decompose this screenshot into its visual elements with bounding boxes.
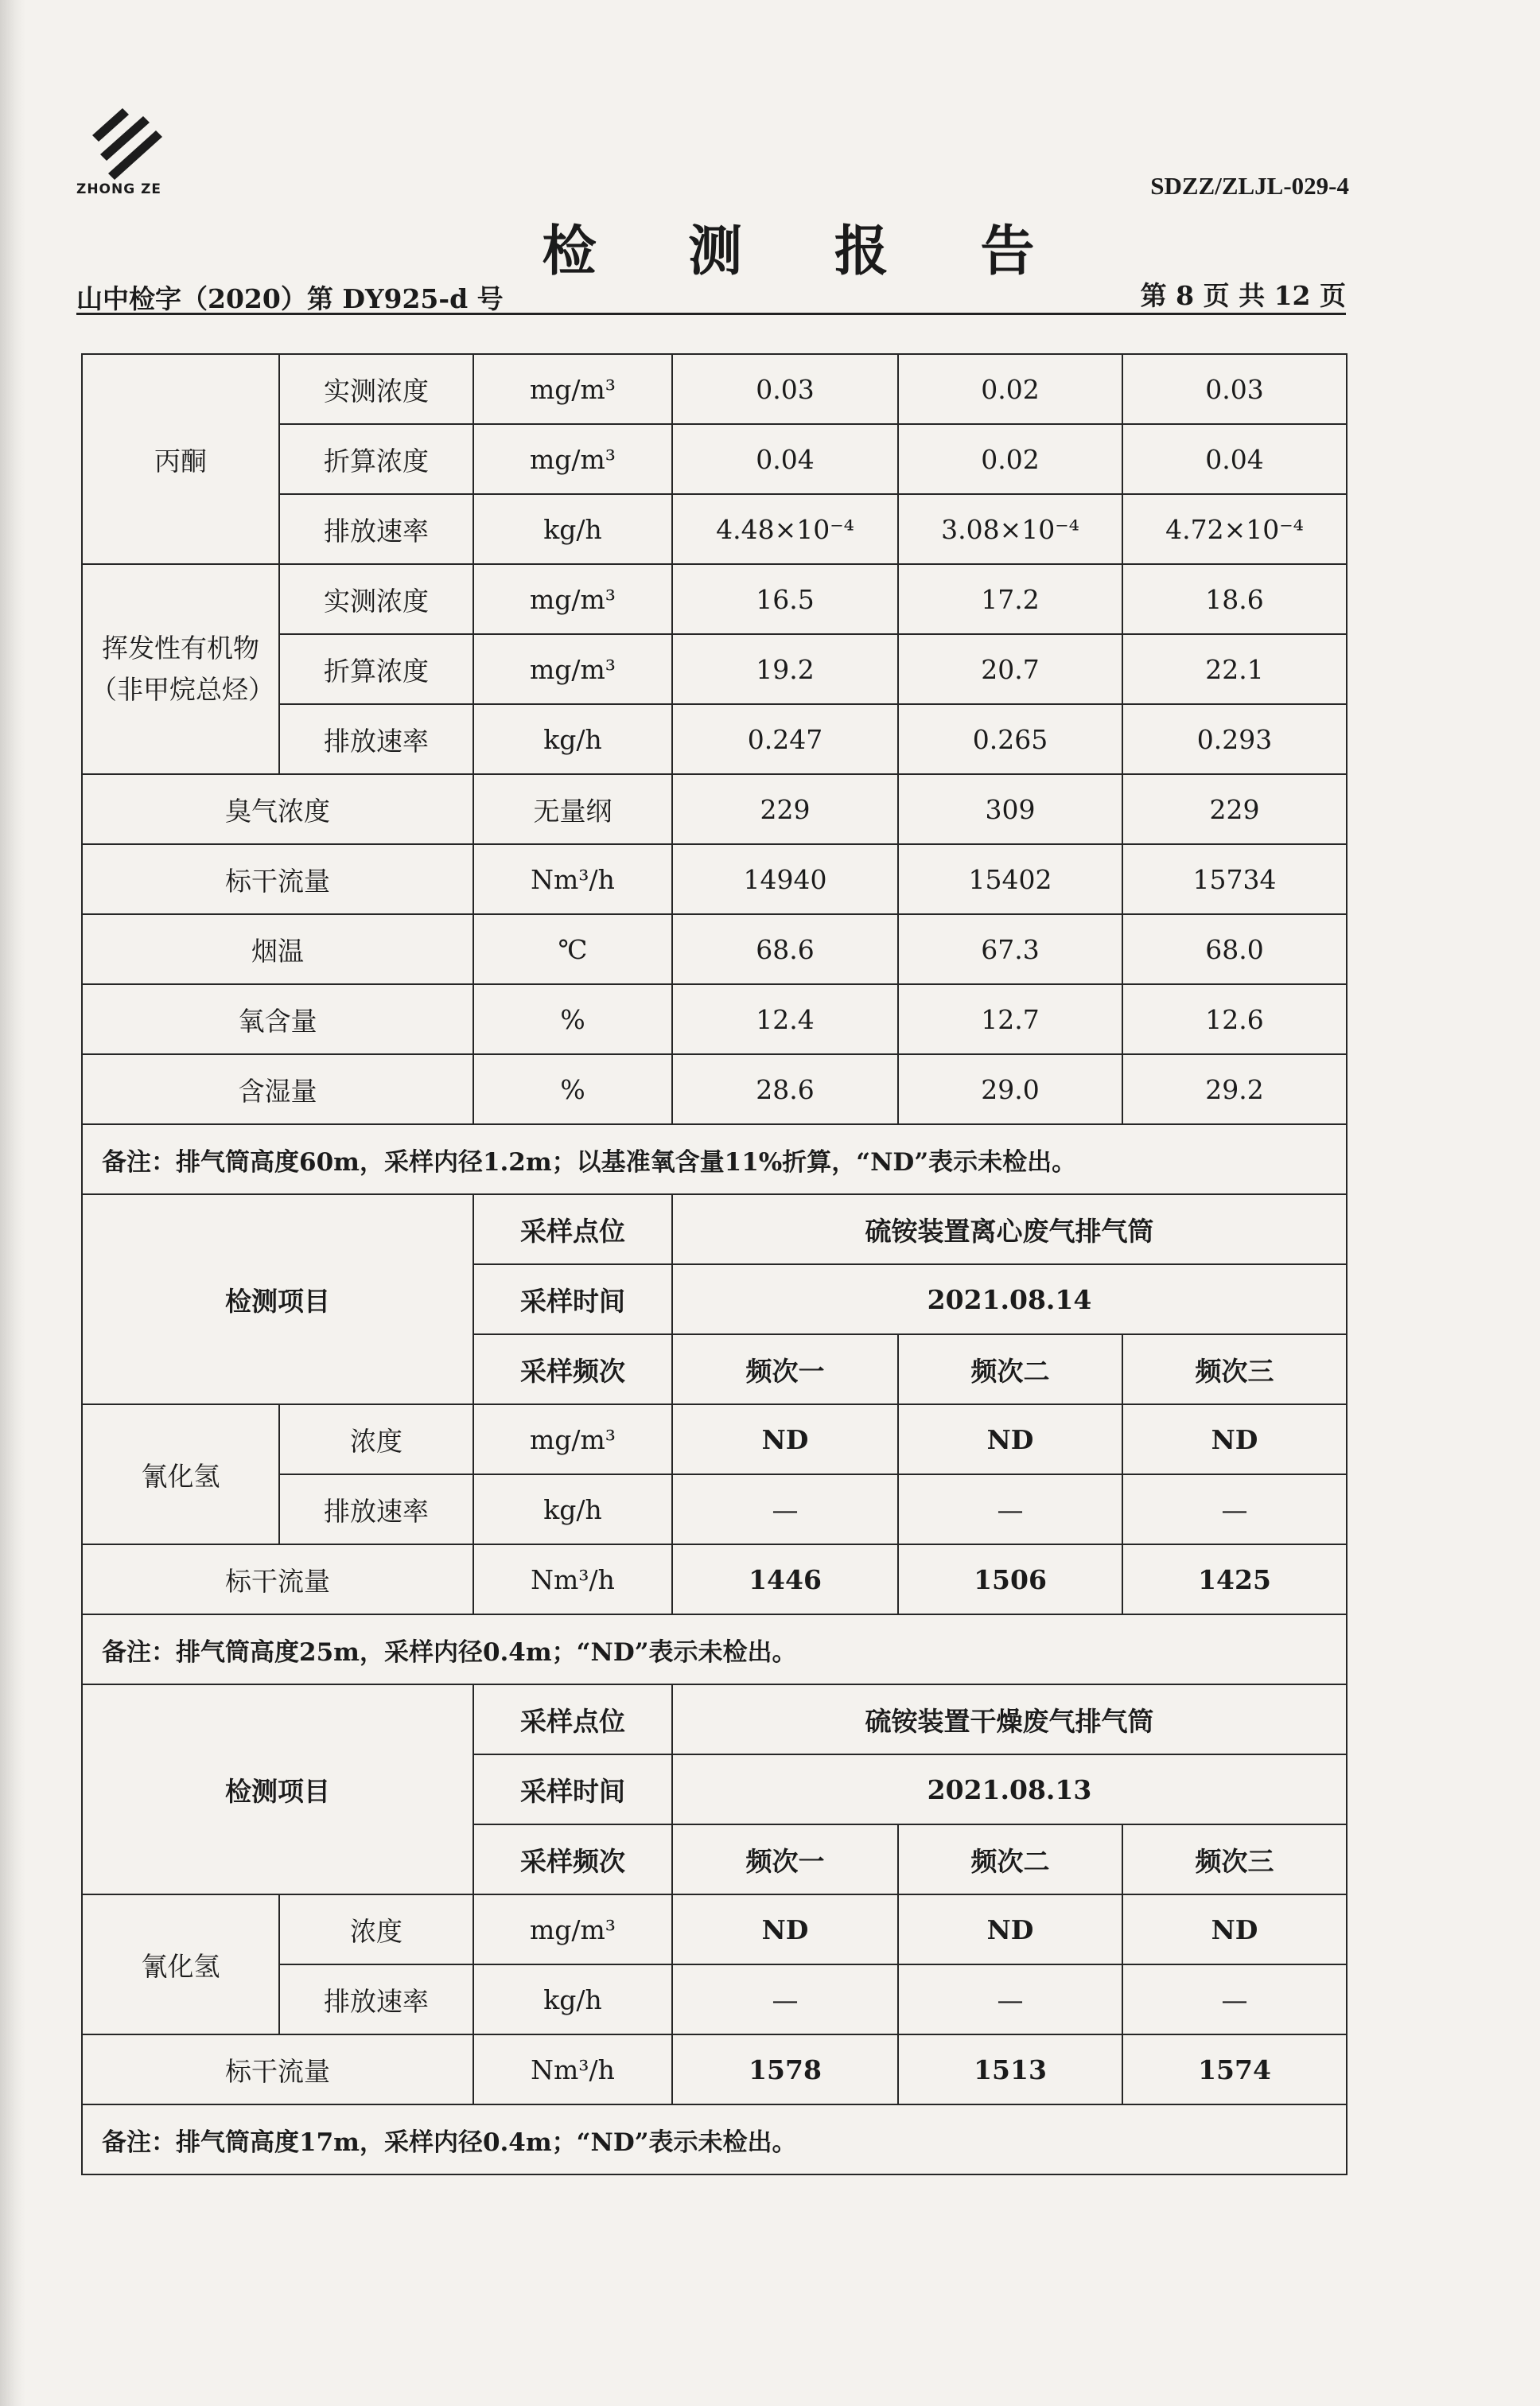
page-edge-shadow xyxy=(0,0,25,2406)
item-label: 标干流量 xyxy=(82,844,473,914)
table-row xyxy=(82,354,1347,424)
value-cell: 0.02 xyxy=(898,424,1122,494)
table-row xyxy=(82,2034,1347,2104)
document-code: SDZZ/ZLJL-029-4 xyxy=(1150,172,1349,200)
pollutant-name: 丙酮 xyxy=(82,354,279,564)
detection-item-header: 检测项目 xyxy=(82,1684,473,1894)
frequency-header: 频次二 xyxy=(898,1334,1122,1404)
frequency-header: 频次一 xyxy=(672,1824,898,1894)
value-cell: ND xyxy=(672,1894,898,1964)
item-label: 折算浓度 xyxy=(279,424,473,494)
value-cell: — xyxy=(672,1964,898,2034)
frequency-header: 频次二 xyxy=(898,1824,1122,1894)
value-cell: 12.6 xyxy=(1122,984,1347,1054)
value-cell: ND xyxy=(898,1404,1122,1474)
unit-cell: mg/m³ xyxy=(473,424,672,494)
unit-cell: mg/m³ xyxy=(473,564,672,634)
unit-cell: 无量纲 xyxy=(473,774,672,844)
note-row xyxy=(82,2104,1347,2174)
value-cell: 15402 xyxy=(898,844,1122,914)
value-cell: ND xyxy=(1122,1404,1347,1474)
unit-cell: kg/h xyxy=(473,494,672,564)
table-row xyxy=(82,774,1347,844)
value-cell: 20.7 xyxy=(898,634,1122,704)
value-cell: 3.08×10⁻⁴ xyxy=(898,494,1122,564)
value-cell: 1574 xyxy=(1122,2034,1347,2104)
value-cell: 0.04 xyxy=(672,424,898,494)
item-label: 浓度 xyxy=(279,1404,473,1474)
value-cell: 0.03 xyxy=(1122,354,1347,424)
unit-cell: kg/h xyxy=(473,1474,672,1544)
frequency-header: 频次三 xyxy=(1122,1334,1347,1404)
frequency-header: 频次三 xyxy=(1122,1824,1347,1894)
unit-cell: Nm³/h xyxy=(473,2034,672,2104)
value-cell: 0.02 xyxy=(898,354,1122,424)
unit-cell: Nm³/h xyxy=(473,844,672,914)
value-cell: 22.1 xyxy=(1122,634,1347,704)
value-cell: 67.3 xyxy=(898,914,1122,984)
value-cell: ND xyxy=(672,1404,898,1474)
table-row xyxy=(82,1544,1347,1614)
value-cell: 1506 xyxy=(898,1544,1122,1614)
value-cell: — xyxy=(898,1474,1122,1544)
table-row xyxy=(82,1684,1347,1754)
value-cell: 0.265 xyxy=(898,704,1122,774)
item-label: 排放速率 xyxy=(279,704,473,774)
value-cell: 1425 xyxy=(1122,1544,1347,1614)
value-cell: 309 xyxy=(898,774,1122,844)
unit-cell: Nm³/h xyxy=(473,1544,672,1614)
value-cell: 1578 xyxy=(672,2034,898,2104)
value-cell: — xyxy=(898,1964,1122,2034)
item-label: 臭气浓度 xyxy=(82,774,473,844)
pollutant-name: 氰化氢 xyxy=(82,1404,279,1544)
unit-cell: kg/h xyxy=(473,704,672,774)
value-cell: 14940 xyxy=(672,844,898,914)
value-cell: 0.04 xyxy=(1122,424,1347,494)
header-rule xyxy=(76,313,1346,315)
table-row xyxy=(82,1194,1347,1264)
unit-cell: mg/m³ xyxy=(473,1894,672,1964)
sampling-time-value: 2021.08.13 xyxy=(672,1754,1347,1824)
value-cell: 1446 xyxy=(672,1544,898,1614)
unit-cell: mg/m³ xyxy=(473,634,672,704)
note-row xyxy=(82,1124,1347,1194)
detection-item-header: 检测项目 xyxy=(82,1194,473,1404)
unit-cell: % xyxy=(473,1054,672,1124)
value-cell: 1513 xyxy=(898,2034,1122,2104)
value-cell: — xyxy=(1122,1474,1347,1544)
value-cell: — xyxy=(672,1474,898,1544)
item-label: 浓度 xyxy=(279,1894,473,1964)
item-label: 氧含量 xyxy=(82,984,473,1054)
item-label: 折算浓度 xyxy=(279,634,473,704)
item-label: 实测浓度 xyxy=(279,564,473,634)
table-row xyxy=(82,844,1347,914)
note-text: 备注：排气筒高度17m，采样内径0.4m；“ND”表示未检出。 xyxy=(82,2104,1347,2174)
item-label: 含湿量 xyxy=(82,1054,473,1124)
value-cell: 229 xyxy=(1122,774,1347,844)
item-label: 实测浓度 xyxy=(279,354,473,424)
unit-cell: kg/h xyxy=(473,1964,672,2034)
page-number: 第 8 页 共 12 页 xyxy=(1140,280,1346,311)
report-number: 山中检字（2020）第 DY925-d 号 xyxy=(76,283,504,314)
value-cell: 0.247 xyxy=(672,704,898,774)
sampling-point-label: 采样点位 xyxy=(473,1684,672,1754)
sampling-time-value: 2021.08.14 xyxy=(672,1264,1347,1334)
sampling-frequency-label: 采样频次 xyxy=(473,1824,672,1894)
value-cell: 15734 xyxy=(1122,844,1347,914)
table-row xyxy=(82,914,1347,984)
note-row xyxy=(82,1614,1347,1684)
sampling-frequency-label: 采样频次 xyxy=(473,1334,672,1404)
value-cell: 16.5 xyxy=(672,564,898,634)
value-cell: 29.2 xyxy=(1122,1054,1347,1124)
frequency-header: 频次一 xyxy=(672,1334,898,1404)
table-row xyxy=(82,1054,1347,1124)
value-cell: 4.72×10⁻⁴ xyxy=(1122,494,1347,564)
pollutant-name: 氰化氢 xyxy=(82,1894,279,2034)
value-cell: 12.7 xyxy=(898,984,1122,1054)
value-cell: 28.6 xyxy=(672,1054,898,1124)
logo-text: ZHONG ZE xyxy=(76,181,162,197)
value-cell: 68.0 xyxy=(1122,914,1347,984)
value-cell: 18.6 xyxy=(1122,564,1347,634)
value-cell: 0.03 xyxy=(672,354,898,424)
unit-cell: % xyxy=(473,984,672,1054)
sampling-point-value: 硫铵装置干燥废气排气筒 xyxy=(672,1684,1347,1754)
value-cell: 229 xyxy=(672,774,898,844)
item-label: 标干流量 xyxy=(82,1544,473,1614)
value-cell: 12.4 xyxy=(672,984,898,1054)
value-cell: 4.48×10⁻⁴ xyxy=(672,494,898,564)
table-row xyxy=(82,1894,1347,1964)
item-label: 排放速率 xyxy=(279,1474,473,1544)
unit-cell: mg/m³ xyxy=(473,354,672,424)
item-label: 排放速率 xyxy=(279,494,473,564)
table-row xyxy=(82,984,1347,1054)
value-cell: 68.6 xyxy=(672,914,898,984)
value-cell: — xyxy=(1122,1964,1347,2034)
value-cell: 29.0 xyxy=(898,1054,1122,1124)
sampling-point-value: 硫铵装置离心废气排气筒 xyxy=(672,1194,1347,1264)
value-cell: ND xyxy=(1122,1894,1347,1964)
value-cell: 17.2 xyxy=(898,564,1122,634)
report-title: 检 测 报 告 xyxy=(542,220,1071,283)
sampling-time-label: 采样时间 xyxy=(473,1264,672,1334)
note-text: 备注：排气筒高度25m，采样内径0.4m；“ND”表示未检出。 xyxy=(82,1614,1347,1684)
results-table xyxy=(81,353,1348,2175)
item-label: 烟温 xyxy=(82,914,473,984)
value-cell: 19.2 xyxy=(672,634,898,704)
pollutant-name: 挥发性有机物（非甲烷总烃） xyxy=(82,564,279,774)
sampling-time-label: 采样时间 xyxy=(473,1754,672,1824)
item-label: 标干流量 xyxy=(82,2034,473,2104)
value-cell: 0.293 xyxy=(1122,704,1347,774)
unit-cell: mg/m³ xyxy=(473,1404,672,1474)
value-cell: ND xyxy=(898,1894,1122,1964)
table-row xyxy=(82,564,1347,634)
note-text: 备注：排气筒高度60m，采样内径1.2m；以基准氧含量11%折算，“ND”表示未检出。 xyxy=(82,1124,1347,1194)
table-row xyxy=(82,1404,1347,1474)
sampling-point-label: 采样点位 xyxy=(473,1194,672,1264)
item-label: 排放速率 xyxy=(279,1964,473,2034)
unit-cell: ℃ xyxy=(473,914,672,984)
